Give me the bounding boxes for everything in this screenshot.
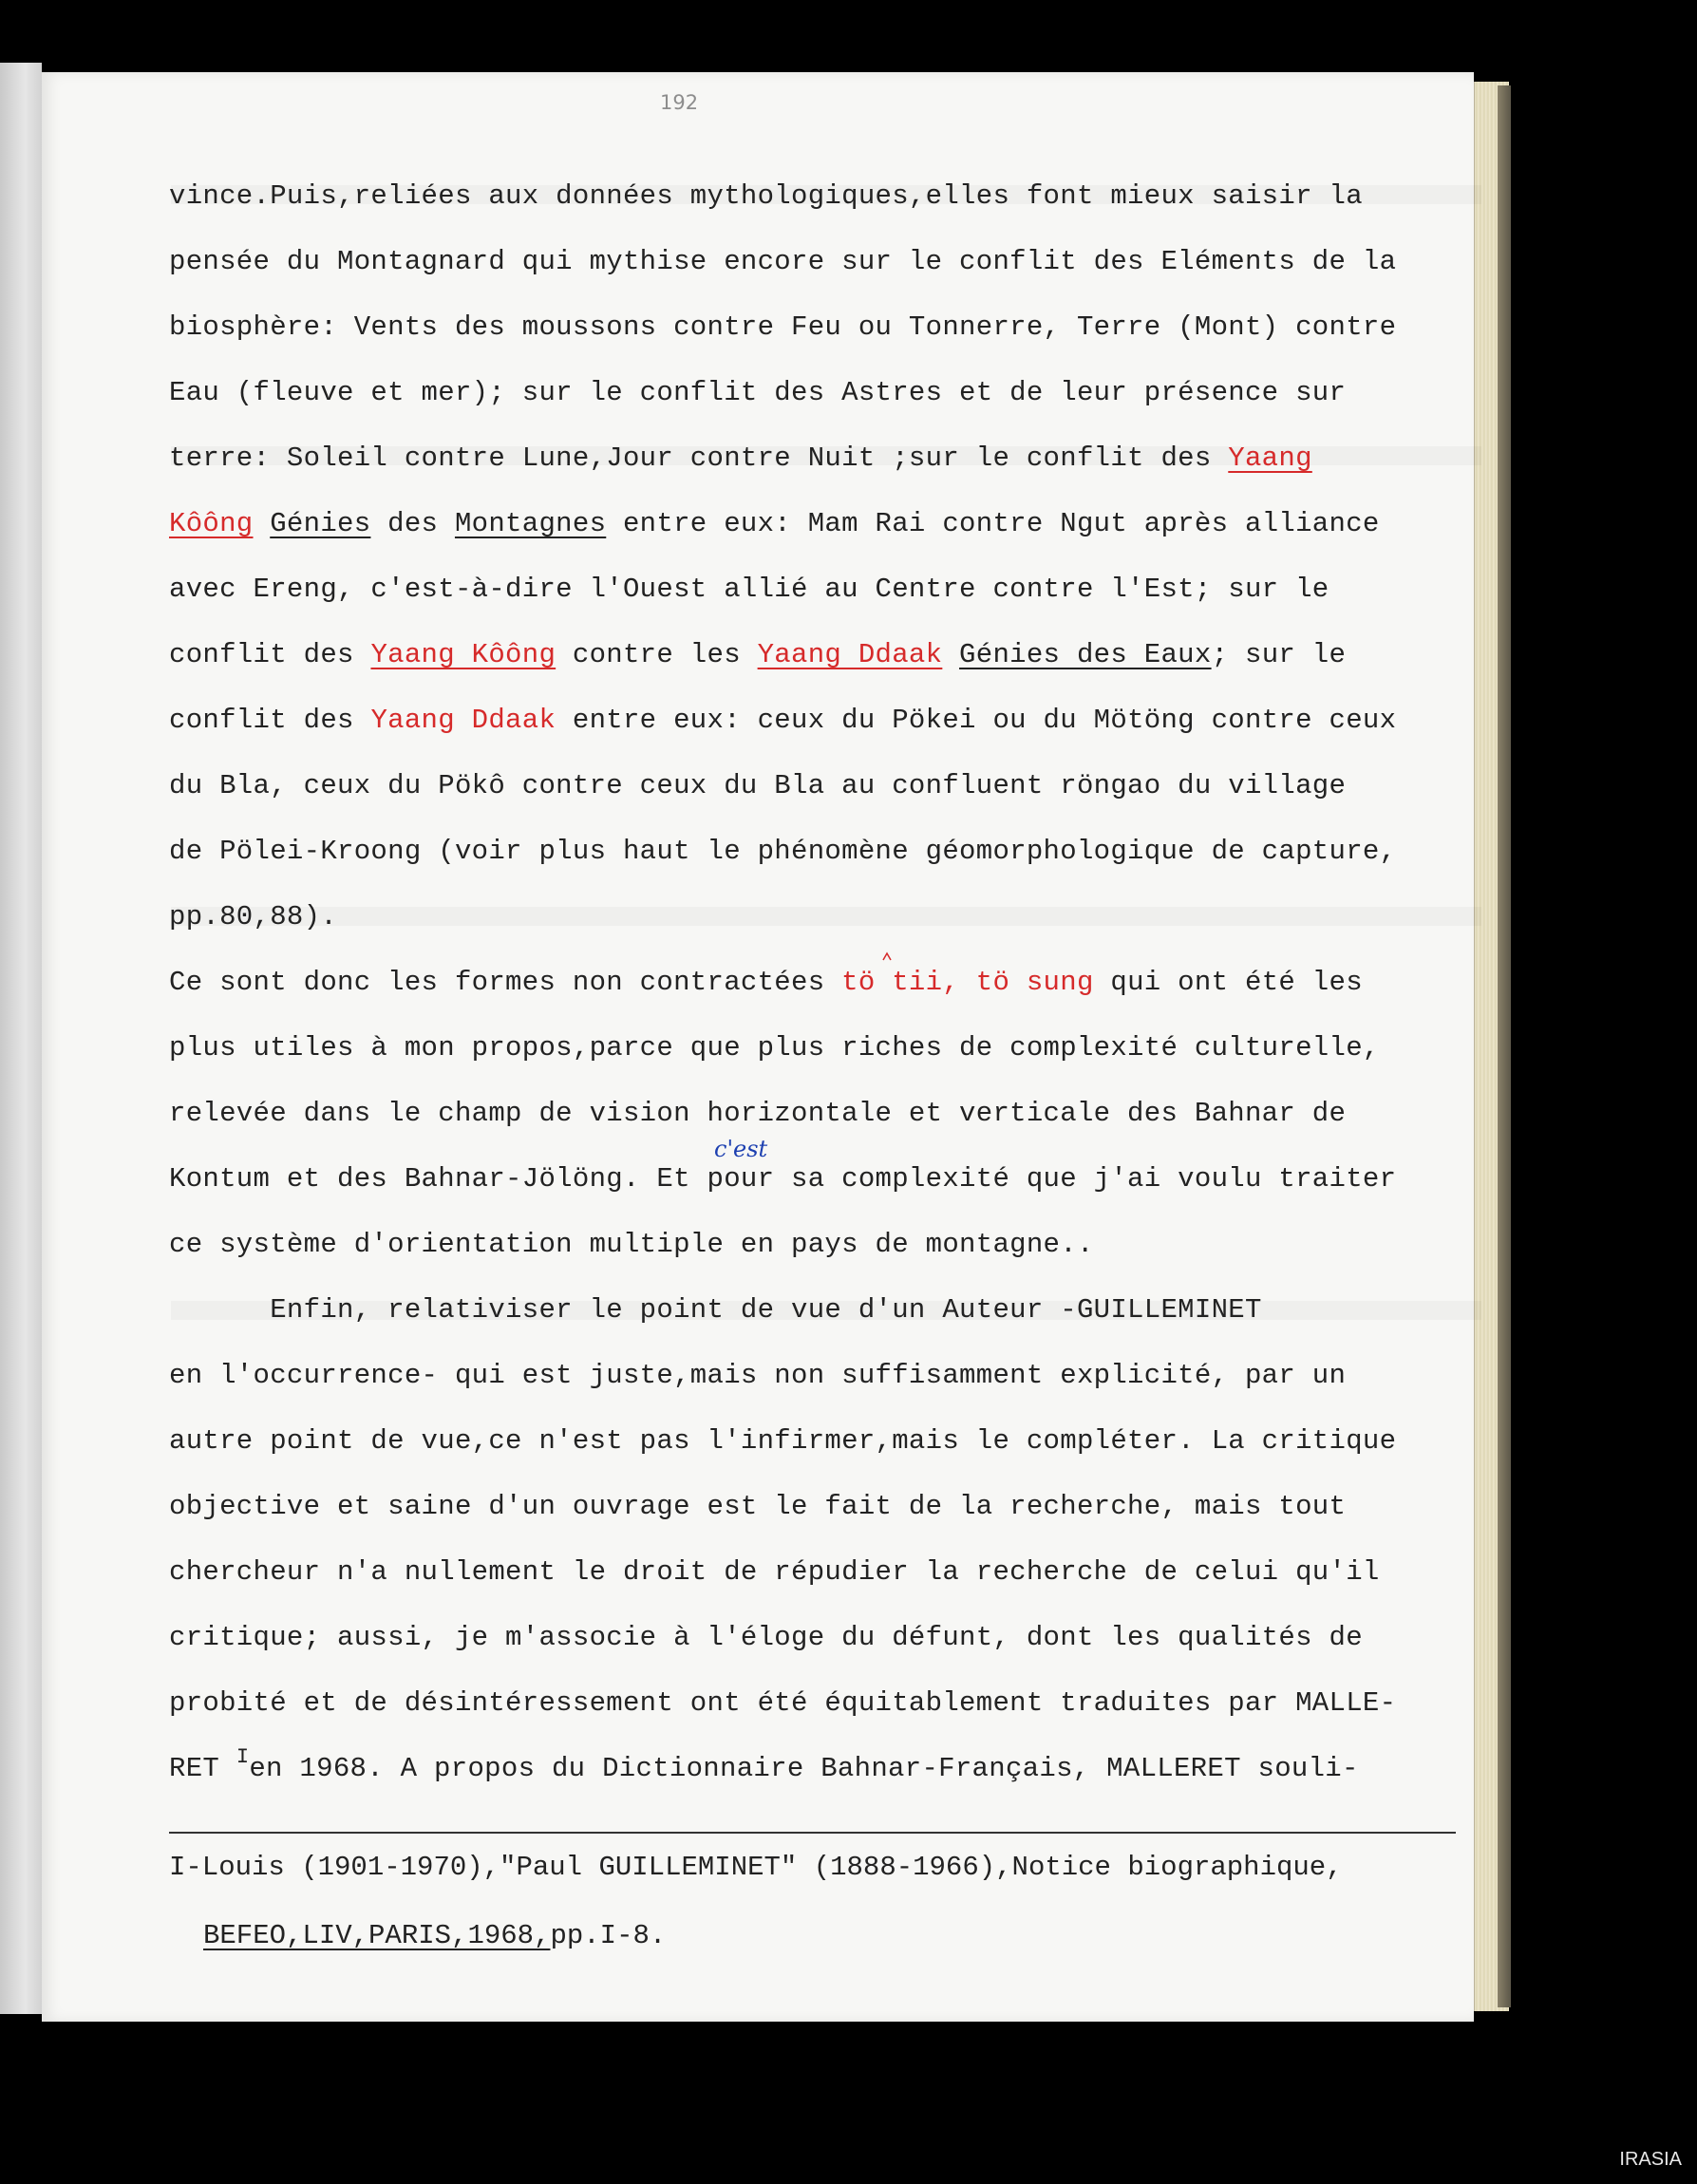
text-run — [942, 639, 959, 670]
watermark: IRASIA — [1619, 2149, 1682, 2170]
red-term: Yaang Ddaak — [757, 639, 943, 670]
footnote-line: I-Louis (1901-1970),"Paul GUILLEMINET" (1888-1966),Notice biographique, — [169, 1852, 1343, 1883]
text-run: objective et saine d'un ouvrage est le fait de la recherche, mais tout — [169, 1491, 1347, 1522]
text-line — [169, 1360, 1346, 1391]
text-run: plus utiles à mon propos,parce que plus riches de complexité culturelle, — [169, 1032, 1380, 1064]
text-line — [169, 1745, 1359, 1784]
text-run: pp.80,88). — [169, 901, 338, 932]
text-run: de Pölei-Kroong (voir plus haut le phénomène géomorphologique de capture, — [169, 836, 1397, 867]
text-run: pensée du Montagnard qui mythise encore sur le conflit des Eléments de la — [169, 246, 1397, 277]
text-run: vince.Puis,reliées aux données mythologiques,elles font mieux saisir la — [169, 180, 1363, 212]
text-line — [169, 508, 1380, 539]
text-line — [169, 1491, 1346, 1522]
text-line — [169, 836, 1396, 867]
text-run — [254, 508, 271, 539]
text-run: avec Ereng, c'est-à-dire l'Ouest allié au Centre contre l'Est; sur le — [169, 574, 1329, 605]
text-line — [169, 901, 337, 932]
text-run: du Bla, ceux du Pökô contre ceux du Bla au confluent röngao du village — [169, 770, 1347, 801]
text-line — [169, 1163, 1396, 1195]
text-run: critique; aussi, je m'associe à l'éloge du défunt, dont les qualités de — [169, 1622, 1363, 1653]
text-run: autre point de vue,ce n'est pas l'infirmer,mais le compléter. La critique — [169, 1425, 1397, 1457]
text-line — [169, 639, 1346, 670]
red-term: Yaang — [1228, 442, 1312, 474]
text-run: en 1968. A propos du Dictionnaire Bahnar-Français, MALLERET souli- — [249, 1753, 1359, 1784]
book-binding-edge — [1498, 85, 1511, 2007]
underlined-term: Génies — [270, 508, 371, 539]
text-line — [169, 311, 1396, 343]
red-term: Kôông — [169, 508, 254, 539]
text-run: Kontum et des Bahnar-Jölöng. Et pour sa complexité que j'ai voulu traiter — [169, 1163, 1397, 1195]
text-line — [169, 574, 1329, 605]
footnote-rule — [169, 1832, 1456, 1834]
text-line — [169, 1622, 1363, 1653]
footnote-marker: I — [236, 1745, 250, 1769]
footnote-reference: BEFEO,LIV,PARIS,1968, — [203, 1920, 551, 1951]
text-line — [169, 1229, 1094, 1260]
text-run: contre les — [556, 639, 758, 670]
text-run: Eau (fleuve et mer); sur le conflit des Astres et de leur présence sur — [169, 377, 1347, 408]
text-run: conflit des — [169, 705, 371, 736]
text-line — [169, 1425, 1396, 1457]
text-run: en l'occurrence- qui est juste,mais non suffisamment explicité, par un — [169, 1360, 1347, 1391]
text-run: entre eux: Mam Rai contre Ngut après alliance — [606, 508, 1380, 539]
footnote-line — [203, 1920, 666, 1951]
red-term: Yaang Kôông — [370, 639, 556, 670]
page-number: 192 — [660, 91, 699, 114]
caret-mark-icon — [882, 951, 892, 961]
text-line — [169, 180, 1363, 212]
text-run: terre: Soleil contre Lune,Jour contre Nuit ;sur le conflit des — [169, 442, 1229, 474]
text-run: ; sur le — [1211, 639, 1347, 670]
text-line — [169, 377, 1346, 408]
handwritten-correction: c'est — [714, 1136, 768, 1162]
text-line — [169, 1687, 1396, 1719]
text-run: conflit des — [169, 639, 371, 670]
text-line — [169, 1556, 1380, 1588]
text-run: RET — [169, 1753, 236, 1784]
text-run: qui ont été les — [1093, 967, 1363, 998]
text-line — [169, 705, 1396, 736]
text-run: relevée dans le champ de vision horizontale et verticale des Bahnar de — [169, 1098, 1347, 1129]
text-run: Ce sont donc les formes non contractées — [169, 967, 842, 998]
text-line — [169, 1032, 1380, 1064]
text-line — [169, 1098, 1346, 1129]
underlined-term: Génies des Eaux — [959, 639, 1212, 670]
text-run: Enfin, relativiser le point de vue d'un Auteur -GUILLEMINET — [169, 1294, 1262, 1326]
text-run: probité et de désintéressement ont été équitablement traduites par MALLE- — [169, 1687, 1397, 1719]
left-page-edge — [0, 63, 42, 2014]
text-line — [169, 1294, 1262, 1326]
red-term: tö tii, tö sung — [841, 967, 1094, 998]
red-term: Yaang Ddaak — [370, 705, 556, 736]
text-run: entre eux: ceux du Pökei ou du Mötöng contre ceux — [556, 705, 1397, 736]
show-through-band — [171, 907, 1481, 926]
text-line — [169, 246, 1396, 277]
text-line — [169, 967, 1363, 998]
text-line — [169, 770, 1346, 801]
text-run: chercheur n'a nullement le droit de répudier la recherche de celui qu'il — [169, 1556, 1380, 1588]
text-line — [169, 442, 1312, 474]
text-run: biosphère: Vents des moussons contre Feu ou Tonnerre, Terre (Mont) contre — [169, 311, 1397, 343]
text-run: ce système d'orientation multiple en pays de montagne.. — [169, 1229, 1094, 1260]
footnote-pages: pp.I-8. — [550, 1920, 667, 1951]
text-run: des — [370, 508, 455, 539]
underlined-term: Montagnes — [454, 508, 607, 539]
